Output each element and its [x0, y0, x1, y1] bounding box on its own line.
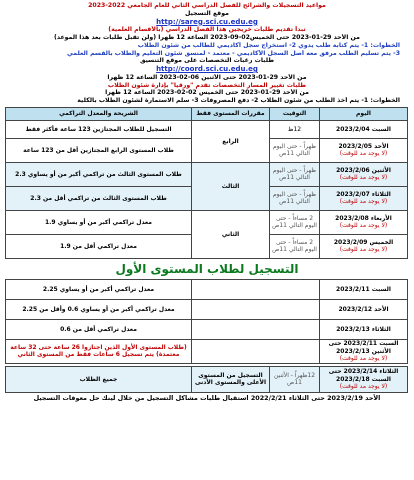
track-change-period: من الأحد 29-01-2023 حتى الخميس 02-02-2023 الساعة 12 ظهراً: [105, 89, 309, 97]
empty-cell: [192, 319, 320, 339]
specialization-period: من الأحد 29-01-2023 حتى الأثنين 06-02-2023 الساعة 12 ظهراً: [107, 73, 307, 81]
no-extension-note: (لا يوجد مد للوقت): [339, 222, 388, 230]
coordination-site-link[interactable]: http://coord.sci.cu.edu.eg: [156, 65, 258, 73]
level-cell: الثالث: [192, 162, 270, 210]
first-level-table: [5, 279, 408, 364]
time-cell: ظهراً - حتى اليوم التالي 11ص: [270, 138, 320, 162]
graduates-steps: الخطوات: 1- يتم كتابة طلب يدوي 2- استخراج سجل أكاديمي للطالب من شئون الطلاب: [137, 41, 400, 49]
day-cell: الخميس 2023/2/09: [333, 239, 394, 247]
slice-cell: معدل تراكمي أقل من 1.9: [6, 234, 192, 258]
registration-site-link[interactable]: http://sareg.sci.cu.edu.eg: [156, 17, 258, 26]
table-row: [6, 339, 408, 363]
table-row: [6, 279, 408, 299]
table-row: [6, 162, 408, 186]
page-title: مواعيد التسجيلات والشرائح للفصل الدراسي الثاني للعام الجامعي 2022-2023: [88, 2, 326, 9]
no-extension-note: (لا يوجد مد للوقت): [339, 174, 388, 182]
table-row: [6, 319, 408, 339]
day-cell: السبت 2023/2/11 حتى الأثنين 2023/2/13: [328, 340, 399, 355]
empty-cell: [192, 299, 320, 319]
day-cell: الأحد 2023/2/12: [320, 299, 408, 319]
time-cell: 12ظ: [270, 120, 320, 138]
day-cell: الأثنين 2023/2/06: [336, 167, 391, 175]
no-extension-note: (لا يوجد مد للوقت): [339, 246, 388, 254]
day-cell: السبت 2023/2/11: [320, 279, 408, 299]
column-header-slice: الشريحة والمعدل التراكمي: [6, 107, 192, 120]
slice-cell: طلاب المستوى الثالث من تراكمي أكبر من أو يساوي 2.3: [6, 162, 192, 186]
graduates-period: من الأحد 29-01-2023 حتى الخميس02-09-2023 الساعة 12 ظهراً (ولن تقبل طلبات بعد هذا الموعد): [54, 34, 360, 41]
slice-cell: جميع الطلاب: [6, 366, 192, 392]
table-row: [6, 299, 408, 319]
no-extension-note: (لا يوجد مد للوقت): [339, 382, 388, 390]
table-row: [6, 210, 408, 234]
level-cell: الثاني: [192, 210, 270, 258]
table-row: [6, 120, 408, 138]
no-extension-note: (لا يوجد مد للوقت): [339, 150, 388, 158]
slice-cell: طلاب المستوى الرابع المجتازين أقل من 123 ساعة: [6, 138, 192, 162]
empty-cell: [192, 339, 320, 363]
column-header-time: التوقيت: [270, 107, 320, 120]
problems-notice: الأحد 2023/2/19 حتى الثلاثاء 2022/2/21 استقبال طلبات مشاكل التسجيل من خلال لينك حل معوقات التسجيل: [33, 393, 381, 402]
column-header-day: اليوم: [320, 107, 408, 120]
slice-cell: التسجيل للطلاب المجتازين 123 ساعة فأكثر فقط: [6, 120, 192, 138]
level-cell: التسجيل من المستوى الأعلى والمستوى الأدنى: [192, 366, 270, 392]
graduates-steps-3: 3- يتم تسليم الطلب مرفق معه أصل السجل الأكاديمي - معتمد - لمنسق شئون التعليم والطلاب بالقسم العلمي: [67, 49, 400, 57]
first-level-section-title: التسجيل لطلاب المستوى الأول: [115, 261, 299, 276]
no-extension-note: (لا يوجد مد للوقت): [339, 198, 388, 206]
level-cell: الرابع: [192, 120, 270, 162]
day-cell: الثلاثاء 2023/2/14 حتى السبت 2023/2/18: [328, 368, 399, 383]
no-extension-note: (لا يوجد مد للوقت): [339, 354, 388, 362]
header: [0, 0, 414, 105]
time-cell: ظهراً - حتى اليوم التالي 11ص: [270, 162, 320, 186]
track-change-steps: الخطوات: 1- يتم أخذ الطلب من شئون الطلاب 2- دفع المصروفات 3- سلم الاستمارة لشئون الطلاب بالكلية: [77, 97, 400, 104]
day-cell: السبت 2023/2/04: [320, 120, 408, 138]
slice-cell: (طلاب المستوى الأول الذين اجتازوا 26 ساعة حتى 32 ساعة معتمدة) يتم تسجيل 6 ساعات فقط من المستوى الثاني: [6, 339, 192, 363]
time-cell: ظهراً - حتى اليوم التالي 11ص: [270, 186, 320, 210]
slice-cell: معدل تراكمي أقل من 0.6: [6, 319, 192, 339]
empty-cell: [192, 279, 320, 299]
slice-cell: معدل تراكمي أكبر من أو يساوي 1.9: [6, 210, 192, 234]
all-students-table: [5, 366, 408, 393]
senior-levels-table: [5, 107, 408, 259]
column-header-level: مقررات المستوى فقط: [192, 107, 270, 120]
slice-cell: معدل تراكمي أكبر من أو يساوي 2.25: [6, 279, 192, 299]
site-label: موقع التسجيل: [185, 9, 229, 17]
slice-cell: معدل تراكمي أكبر من أو يساوي 0.6 وأقل من 2.25: [6, 299, 192, 319]
graduates-notice: تبدأ تقديم طلبات خريجين هذا الفصل الدراسي (بالأقسام العلمية): [108, 26, 306, 34]
time-cell: 2 مساءاً - حتى اليوم التالي 11ص: [270, 234, 320, 258]
specialization-notice: طلبات رغبات التخصصات على موقع التنسيق: [139, 57, 275, 65]
table-row: [6, 366, 408, 392]
slice-cell: طلاب المستوى الثالث من تراكمي أقل من 2.3: [6, 186, 192, 210]
day-cell: الأحد 2023/2/05: [338, 143, 389, 151]
day-cell: الأربعاء 2023/2/08: [335, 215, 392, 223]
day-cell: الثلاثاء 2023/2/13: [320, 319, 408, 339]
day-cell: الثلاثاء 2023/2/07: [336, 191, 391, 199]
time-cell: 2 مساءاً - حتى اليوم التالي 11ص: [270, 210, 320, 234]
track-change-notice: طلبات تغيير المسار التخصصات تقدم "ورقياً" بإدارة شئون الطلاب: [107, 81, 307, 89]
time-cell: 12ظهراً - الأثنين 11ص: [270, 366, 320, 392]
